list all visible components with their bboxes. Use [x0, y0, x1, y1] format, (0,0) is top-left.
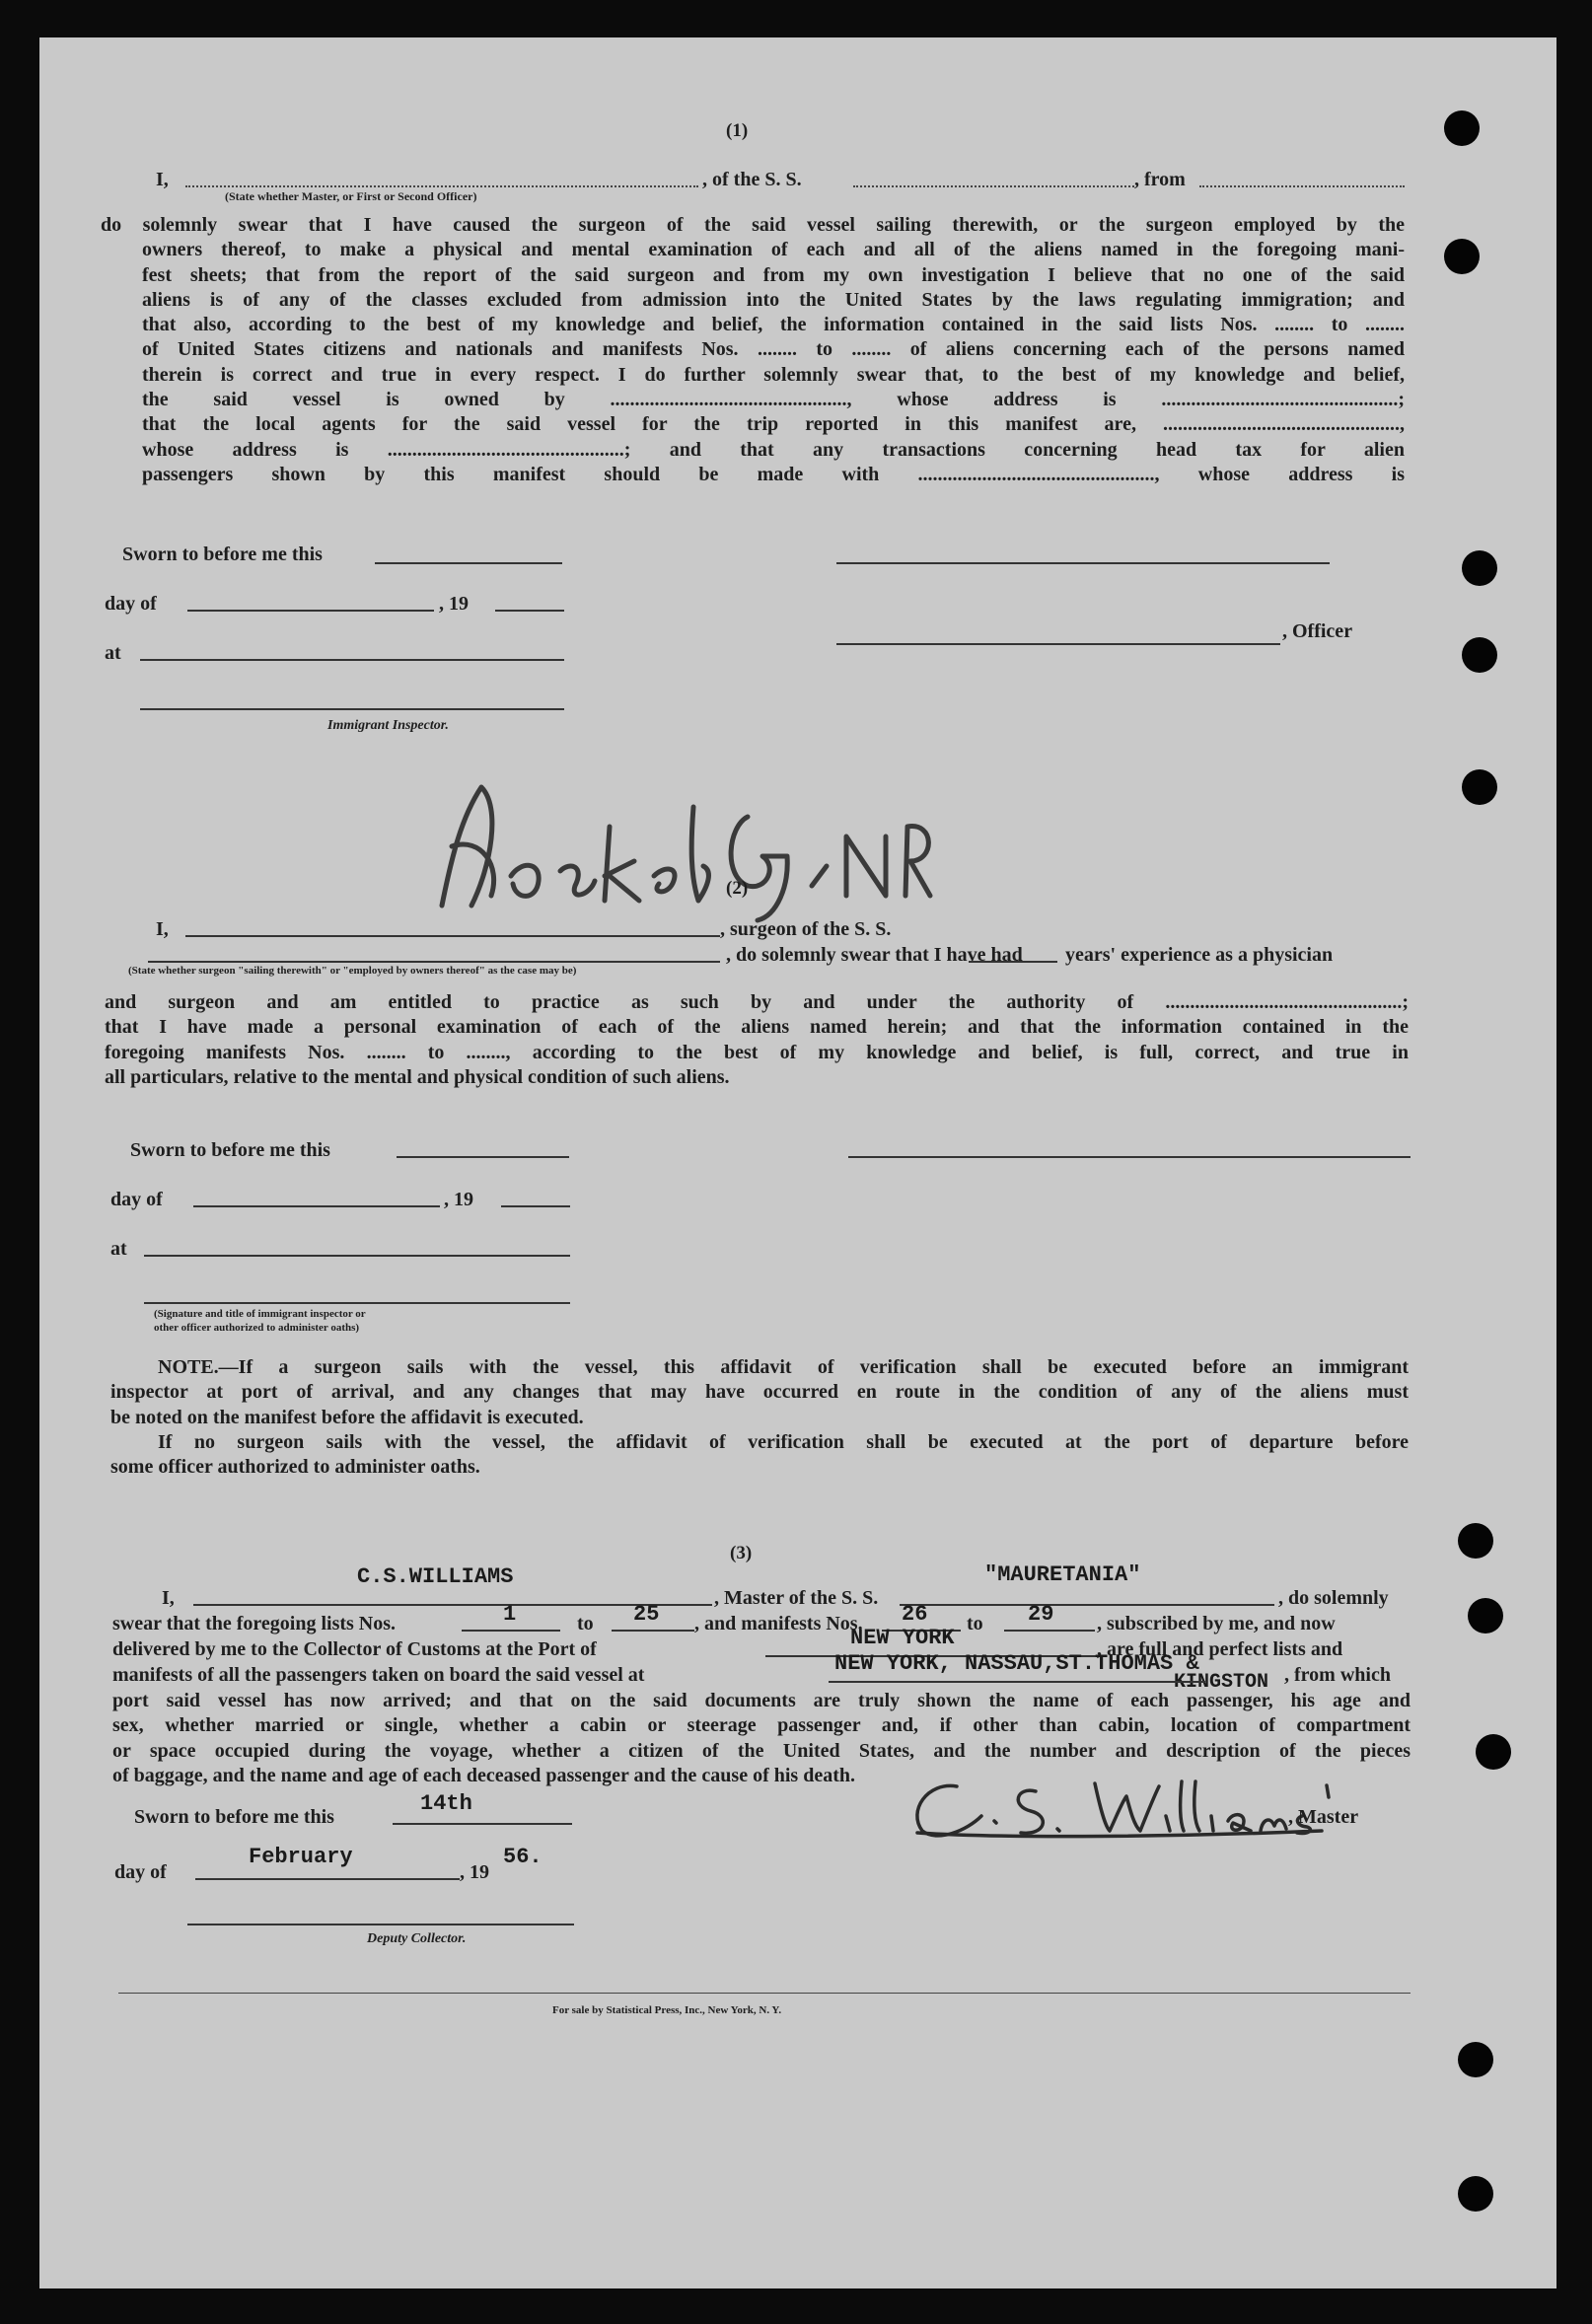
s2-note-text — [110, 1355, 1409, 1480]
s3-year-label: , 19 — [460, 1861, 489, 1883]
s1-line-8: the said vessel is owned by ................................................, whose address is ................................................; — [142, 389, 1405, 411]
s1-of-ss-label: , of the S. S. — [702, 169, 802, 190]
s3-line-2: sex, whether married or single, whether a cabin or steerage passenger and, if other than cabin, location of compartment — [112, 1714, 1411, 1737]
section-3-number: (3) — [730, 1543, 753, 1563]
s3-manifests-label: , and manifests Nos. — [694, 1613, 863, 1634]
s3-deputy-line — [187, 1924, 574, 1925]
s1-line-2: owners thereof, to make a physical and mental examination of each and all of the aliens named in the foregoing mani- — [142, 239, 1405, 261]
s3-to2-label: to — [967, 1613, 983, 1634]
s1-line-9: that the local agents for the said vessel for the trip reported in this manifest are, ................................................, — [142, 413, 1405, 436]
s1-day-blank — [187, 610, 434, 612]
s3-month: February — [249, 1845, 353, 1869]
s2-line-3: foregoing manifests Nos. ........ to ........, according to the best of my knowledge and belief, is full, correct, and true in — [105, 1041, 1409, 1063]
s2-year-label: , 19 — [444, 1189, 473, 1210]
s3-subscribed-label: , subscribed by me, and now — [1097, 1613, 1336, 1634]
s3-year: 56. — [503, 1845, 543, 1869]
binder-hole — [1462, 769, 1497, 805]
s1-sworn-label: Sworn to before me this — [122, 544, 323, 565]
s1-i-label: I, — [156, 169, 169, 190]
s3-manifests-from: 26 — [902, 1602, 928, 1627]
s2-line-2: that I have made a personal examination of each of the aliens named herein; and that the information contained in the — [105, 1016, 1409, 1039]
footer-rule — [118, 1993, 1411, 1994]
s2-day-of-label: day of — [110, 1189, 163, 1210]
s3-swear-label: swear that the foregoing lists Nos. — [112, 1613, 397, 1634]
binder-hole — [1462, 550, 1497, 586]
s3-to1-label: to — [577, 1613, 594, 1634]
s2-sig-hint-1: (Signature and title of immigrant inspector or — [154, 1308, 366, 1320]
s3-line-1: port said vessel has now arrived; and that on the said documents are truly shown the name of each passenger, his age and — [112, 1690, 1411, 1711]
s2-sworn-blank — [397, 1156, 569, 1158]
s3-master-label: , Master — [1288, 1806, 1359, 1828]
s1-day-of-label: day of — [105, 593, 157, 615]
s3-lists-from: 1 — [503, 1602, 517, 1627]
manifest-page — [39, 37, 1556, 2288]
s3-solemnly-label: , do solemnly — [1278, 1587, 1389, 1609]
s2-surgeon-hint: (State whether surgeon "sailing therewith" or "employed by owners thereof" as the case may be) — [128, 965, 577, 977]
s1-line-7: therein is correct and true in every respect. I do further solemnly swear that, to the best of my knowledge and belief, — [142, 363, 1405, 386]
s3-ship-name: "MAURETANIA" — [984, 1562, 1141, 1587]
s1-from-blank — [1199, 185, 1405, 187]
s3-ports-blank — [829, 1681, 1205, 1683]
s3-from-which-label: , from which — [1284, 1664, 1391, 1686]
section-1-number: (1) — [726, 120, 749, 141]
s1-officer-blank — [185, 185, 698, 187]
s1-officer-line — [836, 643, 1280, 645]
s3-delivered-label: delivered by me to the Collector of Customs at the Port of — [112, 1638, 597, 1660]
binder-hole — [1476, 1734, 1511, 1770]
s3-i-label: I, — [162, 1587, 175, 1609]
s1-master-sig-line — [836, 562, 1330, 564]
binder-hole — [1458, 2176, 1493, 2212]
s2-oath-text — [105, 990, 1409, 1090]
s2-day-blank — [193, 1205, 440, 1207]
s3-sworn-blank — [393, 1823, 572, 1825]
s1-inspector-label: Immigrant Inspector. — [327, 718, 449, 733]
s2-surgeon-name-blank — [185, 935, 720, 937]
s3-manifests-to-blank — [1004, 1630, 1095, 1632]
s2-i-label: I, — [156, 918, 169, 940]
s3-lists-to-blank — [612, 1630, 694, 1632]
s2-ship-blank — [148, 961, 720, 963]
s2-surgeon-label: , surgeon of the S. S. — [720, 918, 892, 940]
s3-sworn-label: Sworn to before me this — [134, 1806, 334, 1828]
s3-day-of-label: day of — [114, 1861, 167, 1883]
s3-ports-taken-2: KINGSTON — [1174, 1671, 1269, 1694]
s2-note-line-2: inspector at port of arrival, and any changes that may have occurred en route in the condition of any of the aliens must — [110, 1381, 1409, 1404]
s2-year-blank — [501, 1205, 570, 1207]
s1-line-3: fest sheets; that from the report of the said surgeon and from my own investigation I believe that no one of the said — [142, 263, 1405, 286]
s1-at-label: at — [105, 642, 121, 664]
s3-line-4: of baggage, and the name and age of each deceased passenger and the cause of his death. — [112, 1764, 855, 1786]
master-signature — [888, 1772, 1341, 1851]
binder-hole — [1458, 1523, 1493, 1559]
s3-master-of-label: , Master of the S. S. — [714, 1587, 879, 1609]
s3-full-perfect-label: , are full and perfect lists and — [1097, 1638, 1343, 1660]
docked-stamp — [422, 767, 935, 925]
s1-line-6: of United States citizens and nationals and manifests Nos. ........ to ........ of aliens concerning each of the persons named — [142, 338, 1405, 361]
binder-hole — [1458, 2042, 1493, 2077]
s3-ports-taken: NEW YORK, NASSAU,ST.THOMAS & — [834, 1651, 1199, 1676]
s2-at-label: at — [110, 1238, 127, 1260]
s2-swear-label: , do solemnly swear that I have had — [726, 944, 1023, 966]
s3-month-blank — [195, 1878, 460, 1880]
s2-inspector-line — [144, 1302, 570, 1304]
s1-ship-blank — [853, 185, 1134, 187]
binder-hole — [1462, 637, 1497, 673]
s2-note-line-3: be noted on the manifest before the affidavit is executed. — [110, 1406, 584, 1428]
s1-line-10: whose address is ................................................; and that any transactions concerning head tax for alien — [142, 438, 1405, 461]
s1-line-4: aliens is of any of the classes excluded from admission into the United States by the laws regulating immigration; and — [142, 288, 1405, 311]
s2-note-line-1: NOTE.—If a surgeon sails with the vessel, this affidavit of verification shall be executed before an immigrant — [158, 1356, 1409, 1378]
s3-line-3: or space occupied during the voyage, whether a citizen of the United States, and the number and description of the pieces — [112, 1739, 1411, 1762]
s2-note2-line-2: some officer authorized to administer oaths. — [110, 1456, 480, 1479]
s2-years-label: years' experience as a physician — [1065, 944, 1334, 966]
binder-hole — [1444, 239, 1480, 274]
s3-manifests-to: 29 — [1028, 1602, 1054, 1627]
binder-hole — [1444, 110, 1480, 146]
s2-sworn-label: Sworn to before me this — [130, 1139, 330, 1161]
s3-ship-blank — [900, 1604, 1274, 1606]
s2-years-blank — [969, 961, 1057, 963]
section-2-number: (2) — [726, 878, 749, 899]
s1-from-label: , from — [1134, 169, 1186, 190]
s3-port: NEW YORK — [850, 1626, 955, 1650]
s2-line-1: and surgeon and am entitled to practice as such by and under the authority of ................................................; — [105, 991, 1409, 1013]
s3-master-name: C.S.WILLIAMS — [357, 1564, 514, 1589]
s1-at-blank — [140, 659, 564, 661]
s1-line-1: do solemnly swear that I have caused the surgeon of the said vessel sailing therewith, or the surgeon employed by the — [101, 214, 1405, 236]
s1-line-11: passengers shown by this manifest should be made with ................................................, whose address is — [142, 463, 1405, 485]
s3-sworn-day: 14th — [420, 1791, 472, 1816]
s3-lists-from-blank — [462, 1630, 560, 1632]
s2-surgeon-sig-line — [848, 1156, 1411, 1158]
printer-credit: For sale by Statistical Press, Inc., New York, N. Y. — [552, 2004, 782, 2016]
s1-officer-label: , Officer — [1282, 620, 1353, 642]
s3-manifests-all-label: manifests of all the passengers taken on board the said vessel at — [112, 1664, 645, 1686]
s2-at-blank — [144, 1255, 570, 1257]
binder-hole — [1468, 1598, 1503, 1634]
s1-line-5: that also, according to the best of my knowledge and belief, the information contained in the said lists Nos. ........ to ........ — [142, 314, 1405, 336]
s3-lists-to: 25 — [633, 1602, 660, 1627]
s1-oath-text — [101, 213, 1405, 487]
s1-year-blank — [495, 610, 564, 612]
s3-deputy-label: Deputy Collector. — [367, 1931, 467, 1946]
s2-note2-line-1: If no surgeon sails with the vessel, the affidavit of verification shall be executed at the port of departure before — [158, 1430, 1409, 1453]
s1-sworn-blank — [375, 562, 562, 564]
s1-inspector-line — [140, 708, 564, 710]
s1-officer-hint: (State whether Master, or First or Second Officer) — [225, 189, 477, 203]
s1-year-label: , 19 — [439, 593, 469, 615]
s2-line-4: all particulars, relative to the mental and physical condition of such aliens. — [105, 1065, 730, 1088]
s2-sig-hint-2: other officer authorized to administer oaths) — [154, 1322, 360, 1334]
